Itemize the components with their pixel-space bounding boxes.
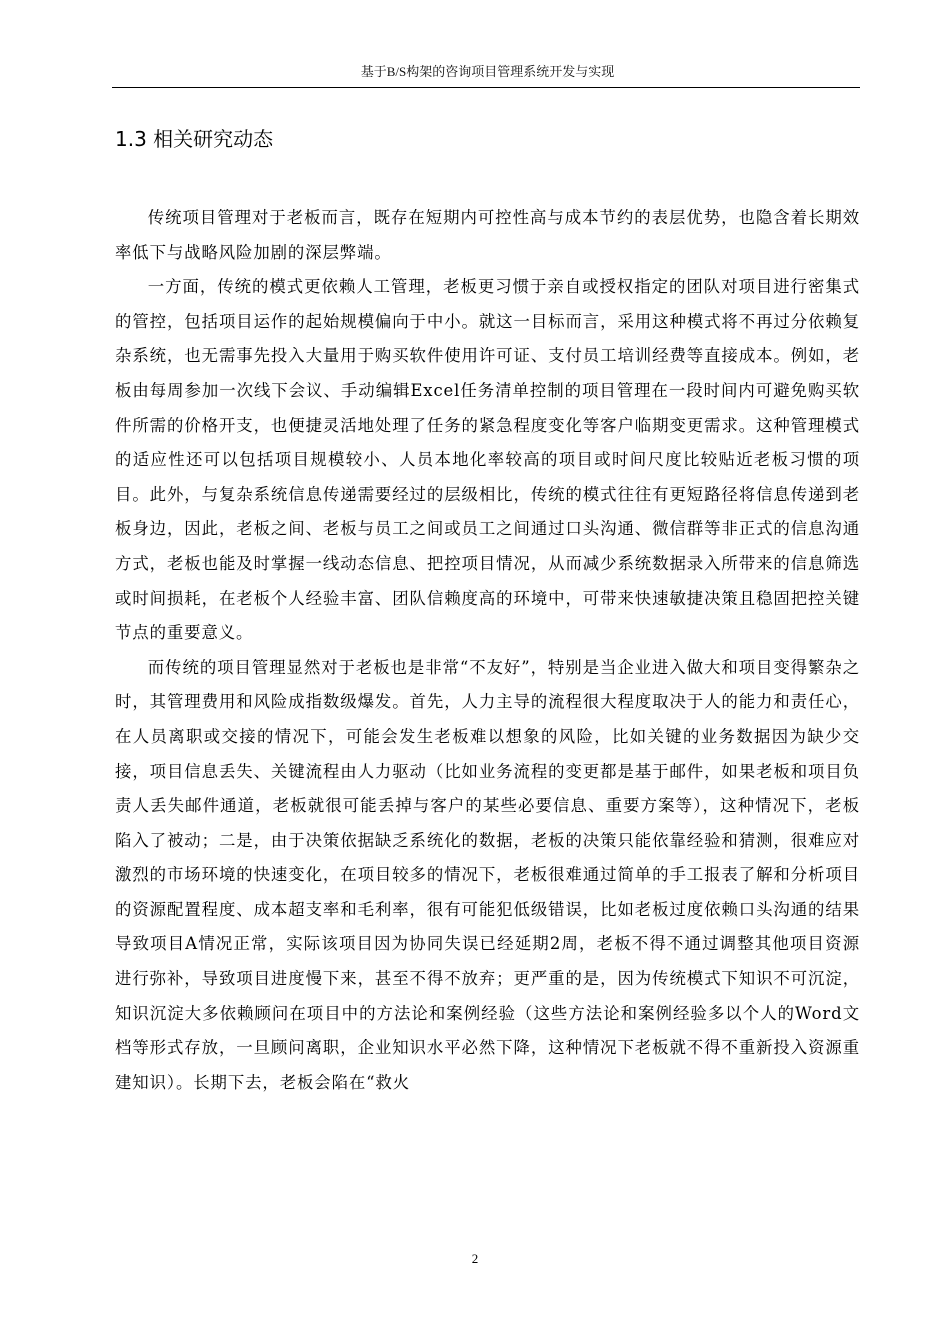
section-heading: 1.3 相关研究动态 xyxy=(115,127,274,151)
header-divider xyxy=(112,87,860,88)
paragraph-disadvantages: 而传统的项目管理显然对于老板也是非常“不友好”，特别是当企业进入做大和项目变得繁杂之时，其管理费用和风险成指数级爆发。首先，人力主导的流程很大程度取决于人的能力和责任心，在人员离职或交接的情况下，可能会发生老板难以想象的风险，比如关键的业务数据因为缺少交接，项目信息丢失、关键流程由人力驱动（比如业务流程的变更都是基于邮件，如果老板和项目负责人丢失邮件通道，老板就很可能丢掉与客户的某些必要信息、重要方案等），这种情况下，老板陷入了被动；二是，由于决策依据缺乏系统化的数据，老板的决策只能依靠经验和猜测，很难应对激烈的市场环境的快速变化，在项目较多的情况下，老板很难通过简单的手工报表了解和分析项目的资源配置程度、成本超支率和毛利率，很有可能犯低级错误，比如老板过度依赖口头沟通的结果导致项目A情况正常，实际该项目因为协同失误已经延期2周，老板不得不通过调整其他项目资源进行弥补，导致项目进度慢下来，甚至不得不放弃；更严重的是，因为传统模式下知识不可沉淀，知识沉淀大多依赖顾问在项目中的方法论和案例经验（这些方法论和案例经验多以个人的Word文档等形式存放，一旦顾问离职，企业知识水平必然下降，这种情况下老板就不得不重新投入资源重建知识）。长期下去，老板会陷在“救火 xyxy=(115,657,860,1092)
paragraph-intro: 传统项目管理对于老板而言，既存在短期内可控性高与成本节约的表层优势，也隐含着长期效率低下与战略风险加剧的深层弊端。 xyxy=(115,208,860,262)
page-number: 2 xyxy=(471,1251,479,1266)
paragraph-advantages: 一方面，传统的模式更依赖人工管理，老板更习惯于亲自或授权指定的团队对项目进行密集式的管控，包括项目运作的起始规模偏向于中小。就这一目标而言，采用这种模式将不再过分依赖复杂系统，也无需事先投入大量用于购买软件使用许可证、支付员工培训经费等直接成本。例如，老板由每周参加一次线下会议、手动编辑Excel任务清单控制的项目管理在一段时间内可避免购买软件所需的价格开支，也便捷灵活地处理了任务的紧急程度变化等客户临期变更需求。这种管理模式的适应性还可以包括项目规模较小、人员本地化率较高的项目或时间尺度比较贴近老板习惯的项目。此外，与复杂系统信息传递需要经过的层级相比，传统的模式往往有更短路径将信息传递到老板身边，因此，老板之间、老板与员工之间或员工之间通过口头沟通、微信群等非正式的信息沟通方式，老板也能及时掌握一线动态信息、把控项目情况，从而减少系统数据录入所带来的信息筛选或时间损耗，在老板个人经验丰富、团队信赖度高的环境中，可带来快速敏捷决策且稳固把控关键节点的重要意义。 xyxy=(115,277,860,643)
running-header: 基于B/S构架的咨询项目管理系统开发与实现 xyxy=(360,64,615,79)
body-text xyxy=(115,201,860,1100)
